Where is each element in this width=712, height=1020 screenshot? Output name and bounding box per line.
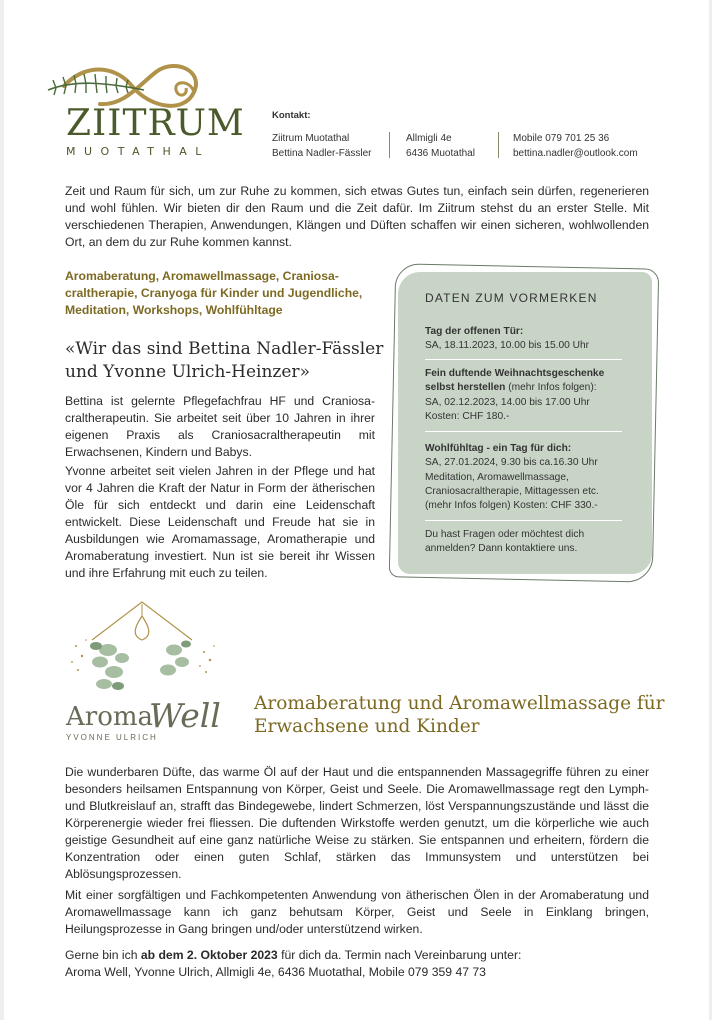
aroma-logo-word: Aroma: [66, 702, 154, 732]
contact-divider: [389, 132, 390, 158]
aroma-paragraph-1: Die wunderbaren Düfte, das warme Öl auf der Haut und die entspannenden Massagegriffe führen zu einer besonders heilsamen Entspannung von Körper, Geist und Seele. Die Aromawellmassage regt den Lymph- und Blutkreislauf an, strafft das Bindegewebe, lindert Schmerzen, löst Verspannungszustände und lässt die Körperenergie wieder frei fliessen. Die duftenden Wirkstoffe werden genutzt, um die körperliche wie auch geistige Gesundheit auf eine ganz natürliche Weise zu stärken. Sie entspannen und erheitern, fördern die Konzentration oder einen guten Schlaf, stärken das Immunsystem und unterstützen bei Ablösungsprozessen.: [65, 765, 649, 881]
well-logo-word: Well: [149, 696, 221, 735]
closing-contact: Aroma Well, Yvonne Ulrich, Allmigli 4e, 6436 Muotathal, Mobile 079 359 47 73: [65, 965, 486, 979]
aroma-logo-subtitle: YVONNE ULRICH: [66, 733, 158, 742]
date-entry-note: (mehr Infos folgen):: [505, 382, 597, 394]
contact-email[interactable]: bettina.nadler@outlook.com: [513, 148, 638, 159]
contact-line: 6436 Muotathal: [406, 148, 475, 159]
contact-line: Bettina Nadler-Fässler: [272, 148, 372, 159]
closing-text: für dich da. Termin nach Vereinbarung unter:: [277, 948, 522, 962]
date-entry-contact-note: Du hast Fragen oder möchtest dich anmelden? Dann kontaktiere uns.: [425, 529, 585, 555]
aroma-paragraph-2: Mit einer sorgfältigen und Fachkompetenten Anwendung von ätherischen Ölen in der Aromaberatung und Aromawellmassage kann ich ganz behutsam Körper, Geist und Seele in Einklang bringen, Heilungsprozesse in Gang bringen und/oder unterstützend wirken.: [65, 888, 649, 936]
contact-column-phone: [513, 131, 638, 161]
date-entry-title: Tag der offenen Tür:: [425, 326, 524, 337]
closing-date: ab dem 2. Oktober 2023: [140, 948, 278, 962]
bettina-paragraph: Bettina ist gelernte Pflegefachfrau HF und Craniosacraltherapeutin. Sie arbeitet seit über 10 Jahren in ihrer eigenen Praxis als Craniosacraltherapeutin mit Erwachsenen, Kindern und Babys.: [65, 394, 375, 459]
closing-text: Gerne bin ich: [65, 948, 141, 962]
team-heading: «Wir das sind Bettina Nadler-Fässler und Yvonne Ulrich-Heinzer»: [65, 339, 384, 382]
contact-line: Ziitrum Muotathal: [272, 133, 350, 144]
date-entry-text: SA, 02.12.2023, 14.00 bis 17.00 Uhr: [425, 396, 590, 408]
date-entry-wellness-day: [425, 442, 625, 513]
contact-label: Kontakt:: [272, 110, 311, 121]
contact-column-address: [406, 131, 475, 161]
date-entry-text: SA, 27.01.2024, 9.30 bis ca.16.30 Uhr: [425, 457, 598, 469]
aroma-closing: [65, 947, 649, 981]
date-entry-text: Craniosacraltherapie, Mittagessen etc.: [425, 485, 599, 497]
box-separator: [425, 431, 622, 432]
yvonne-paragraph: Yvonne arbeitet seit vielen Jahren in der Pflege und hat vor 4 Jahren die Kraft der Natur in Form der ätherischen Öle für sich entdeckt und darin eine Leidenschaft entwickelt. Diese Leidenschaft und Freude hat sie in Ausbildungen wie Aromamassage, Aromatherapie und Aromaberatung investiert. Nun ist sie bereit ihr Wissen und ihre Erfahrung mit euch zu teilen.: [65, 464, 375, 580]
services-list: Aromaberatung, Aromawellmassage, Craniosacraltherapie, Cranyoga für Kinder und Jugendliche, Meditation, Workshops, Wohlfühltage: [65, 269, 363, 317]
contact-line: Allmigli 4e: [406, 133, 452, 144]
box-separator: [425, 359, 622, 360]
contact-column-name: [272, 131, 371, 161]
contact-divider: [498, 132, 499, 158]
date-entry-title: Wohlfühltag - ein Tag für dich:: [425, 443, 572, 454]
date-entry-text: SA, 18.11.2023, 10.00 bis 15.00 Uhr: [425, 340, 590, 352]
logo-subtitle: MUOTATHAL: [66, 145, 210, 158]
date-entry-text: (mehr Infos folgen) Kosten: CHF 330.-: [425, 500, 598, 512]
date-entry-title: Fein duftende Weihnachtsgeschenke selbst herstellen: [425, 368, 605, 394]
box-separator: [425, 520, 622, 521]
page-edge-left: [0, 0, 4, 1020]
aroma-heading: Aromaberatung und Aromawellmassage für Erwachsene und Kinder: [254, 693, 665, 737]
date-entry-christmas: [425, 367, 625, 424]
date-entry-text: Meditation, Aromawellmassage,: [425, 471, 569, 483]
logo-wordmark: ZIITRUM: [66, 103, 245, 144]
date-entry-cost: Kosten: CHF 180.-: [425, 410, 510, 422]
contact-phone[interactable]: Mobile 079 701 25 36: [513, 133, 610, 144]
intro-paragraph: Zeit und Raum für sich, um zur Ruhe zu kommen, sich etwas Gutes tun, einfach sein dürfen, regenerieren und wohl fühlen. Wir bieten dir den Raum und die Zeit dafür. Im Ziitrum stehst du an erster Stelle. Mit verschiedenen Therapien, Anwendungen, Klängen und Düften schaffen wir einen sicheren, wohlwollenden Ort, an dem du zur Ruhe kommen kannst.: [65, 184, 649, 249]
date-entry-open-day: [425, 325, 625, 354]
dates-box-title: DATEN ZUM VORMERKEN: [425, 291, 598, 305]
